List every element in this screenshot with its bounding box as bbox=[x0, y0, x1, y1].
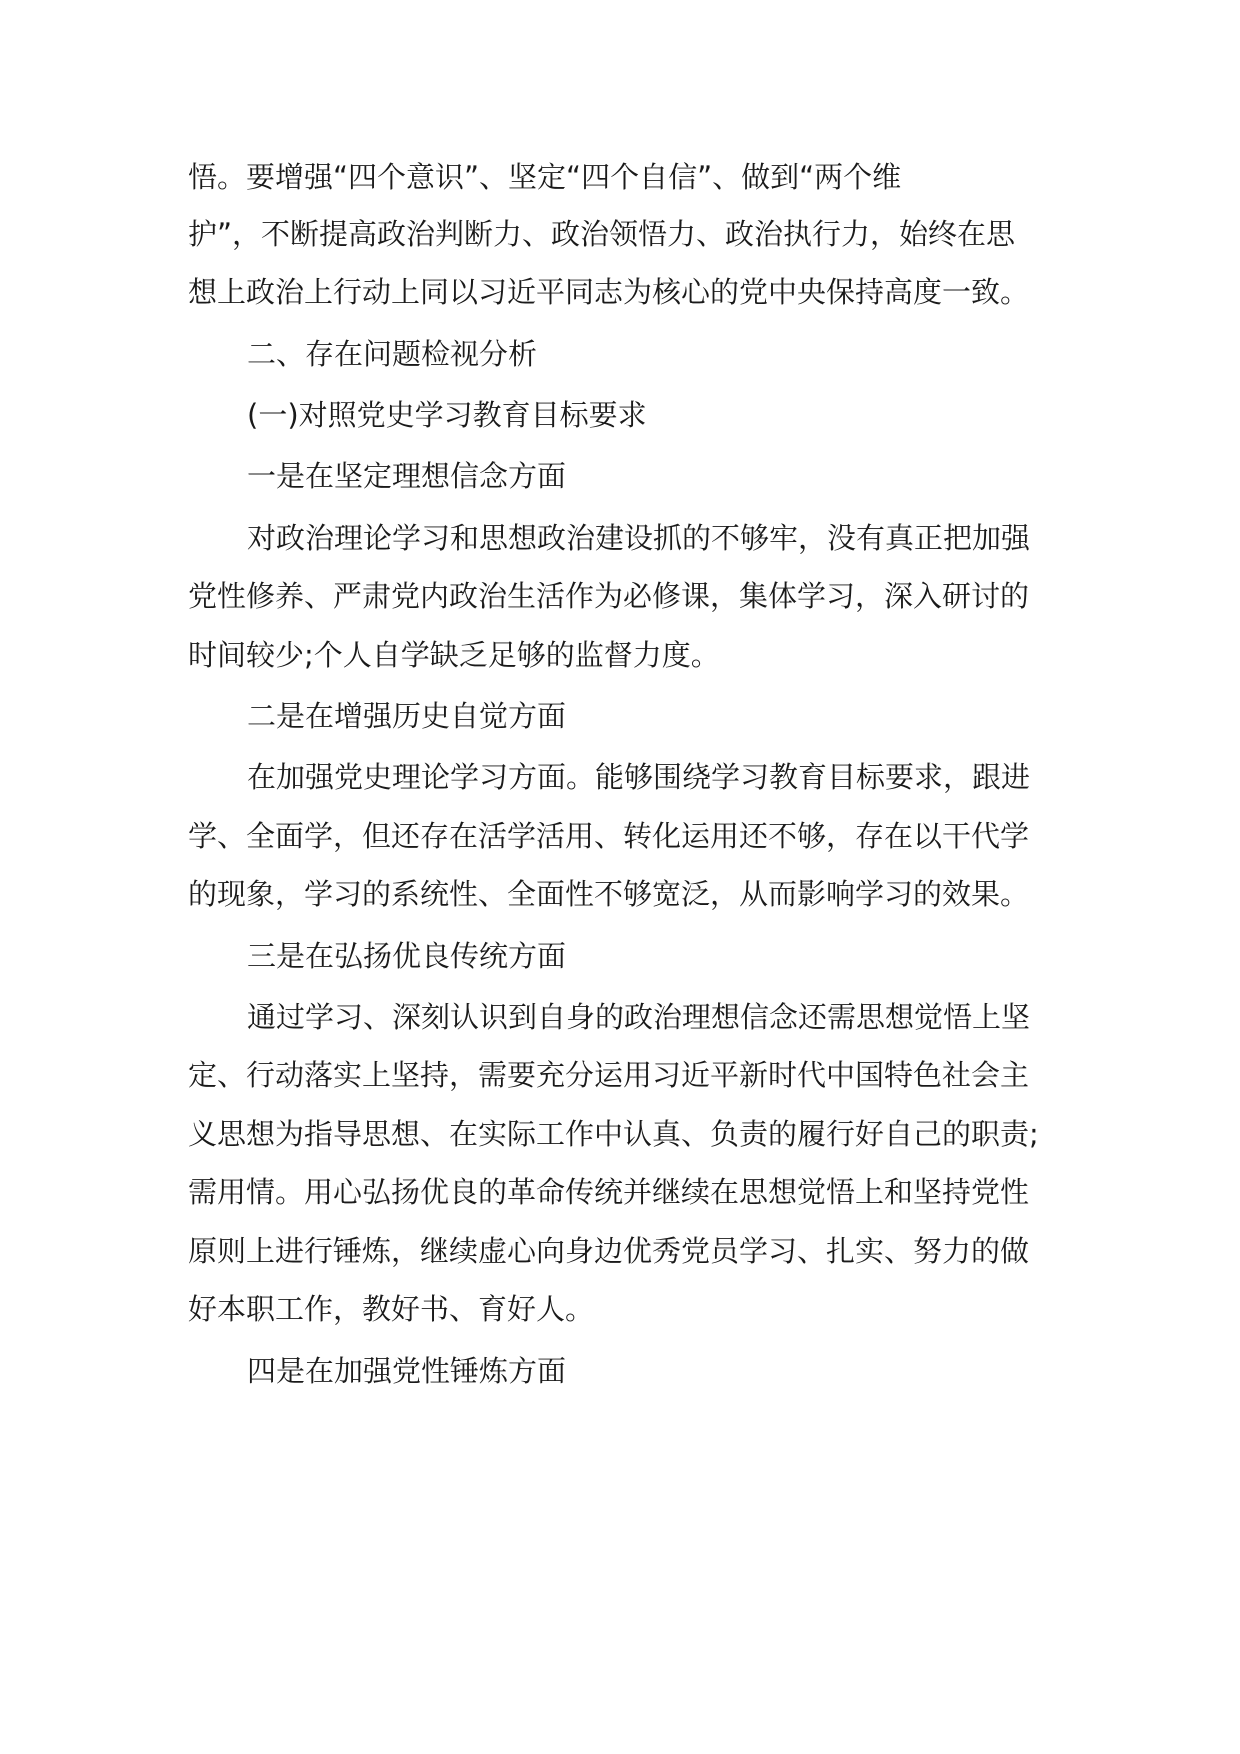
item-heading: 三是在弘扬优良传统方面 bbox=[247, 939, 567, 973]
paragraph-line: 的现象，学习的系统性、全面性不够宽泛，从而影响学习的效果。 bbox=[188, 877, 1030, 911]
item-heading: 一是在坚定理想信念方面 bbox=[247, 459, 567, 493]
paragraph-line: 通过学习、深刻认识到自身的政治理想信念还需思想觉悟上坚 bbox=[247, 1000, 1031, 1034]
section-heading: 二、存在问题检视分析 bbox=[247, 337, 538, 371]
paragraph-line: 好本职工作，教好书、育好人。 bbox=[188, 1292, 595, 1326]
paragraph-line: 需用情。用心弘扬优良的革命传统并继续在思想觉悟上和坚持党性 bbox=[188, 1175, 1030, 1209]
paragraph-line: 对政治理论学习和思想政治建设抓的不够牢，没有真正把加强 bbox=[247, 521, 1031, 555]
paragraph-line: 在加强党史理论学习方面。能够围绕学习教育目标要求，跟进 bbox=[247, 760, 1031, 794]
paragraph-line: 护”，不断提高政治判断力、政治领悟力、政治执行力，始终在思 bbox=[188, 217, 1016, 251]
paragraph-line: 原则上进行锤炼，继续虚心向身边优秀党员学习、扎实、努力的做 bbox=[188, 1234, 1030, 1268]
item-heading: 二是在增强历史自觉方面 bbox=[247, 699, 567, 733]
paragraph-line: 悟。要增强“四个意识”、坚定“四个自信”、做到“两个维 bbox=[188, 160, 902, 194]
paragraph-line: 时间较少;个人自学缺乏足够的监督力度。 bbox=[188, 638, 720, 672]
subsection-heading: (一)对照党史学习教育目标要求 bbox=[247, 398, 647, 432]
paragraph-line: 义思想为指导思想、在实际工作中认真、负责的履行好自己的职责; bbox=[188, 1117, 1039, 1151]
item-heading: 四是在加强党性锤炼方面 bbox=[247, 1354, 567, 1388]
paragraph-line: 学、全面学，但还存在活学活用、转化运用还不够，存在以干代学 bbox=[188, 819, 1030, 853]
paragraph-line: 党性修养、严肃党内政治生活作为必修课，集体学习，深入研讨的 bbox=[188, 579, 1030, 613]
paragraph-line: 想上政治上行动上同以习近平同志为核心的党中央保持高度一致。 bbox=[188, 275, 1030, 309]
paragraph-line: 定、行动落实上坚持，需要充分运用习近平新时代中国特色社会主 bbox=[188, 1058, 1030, 1092]
